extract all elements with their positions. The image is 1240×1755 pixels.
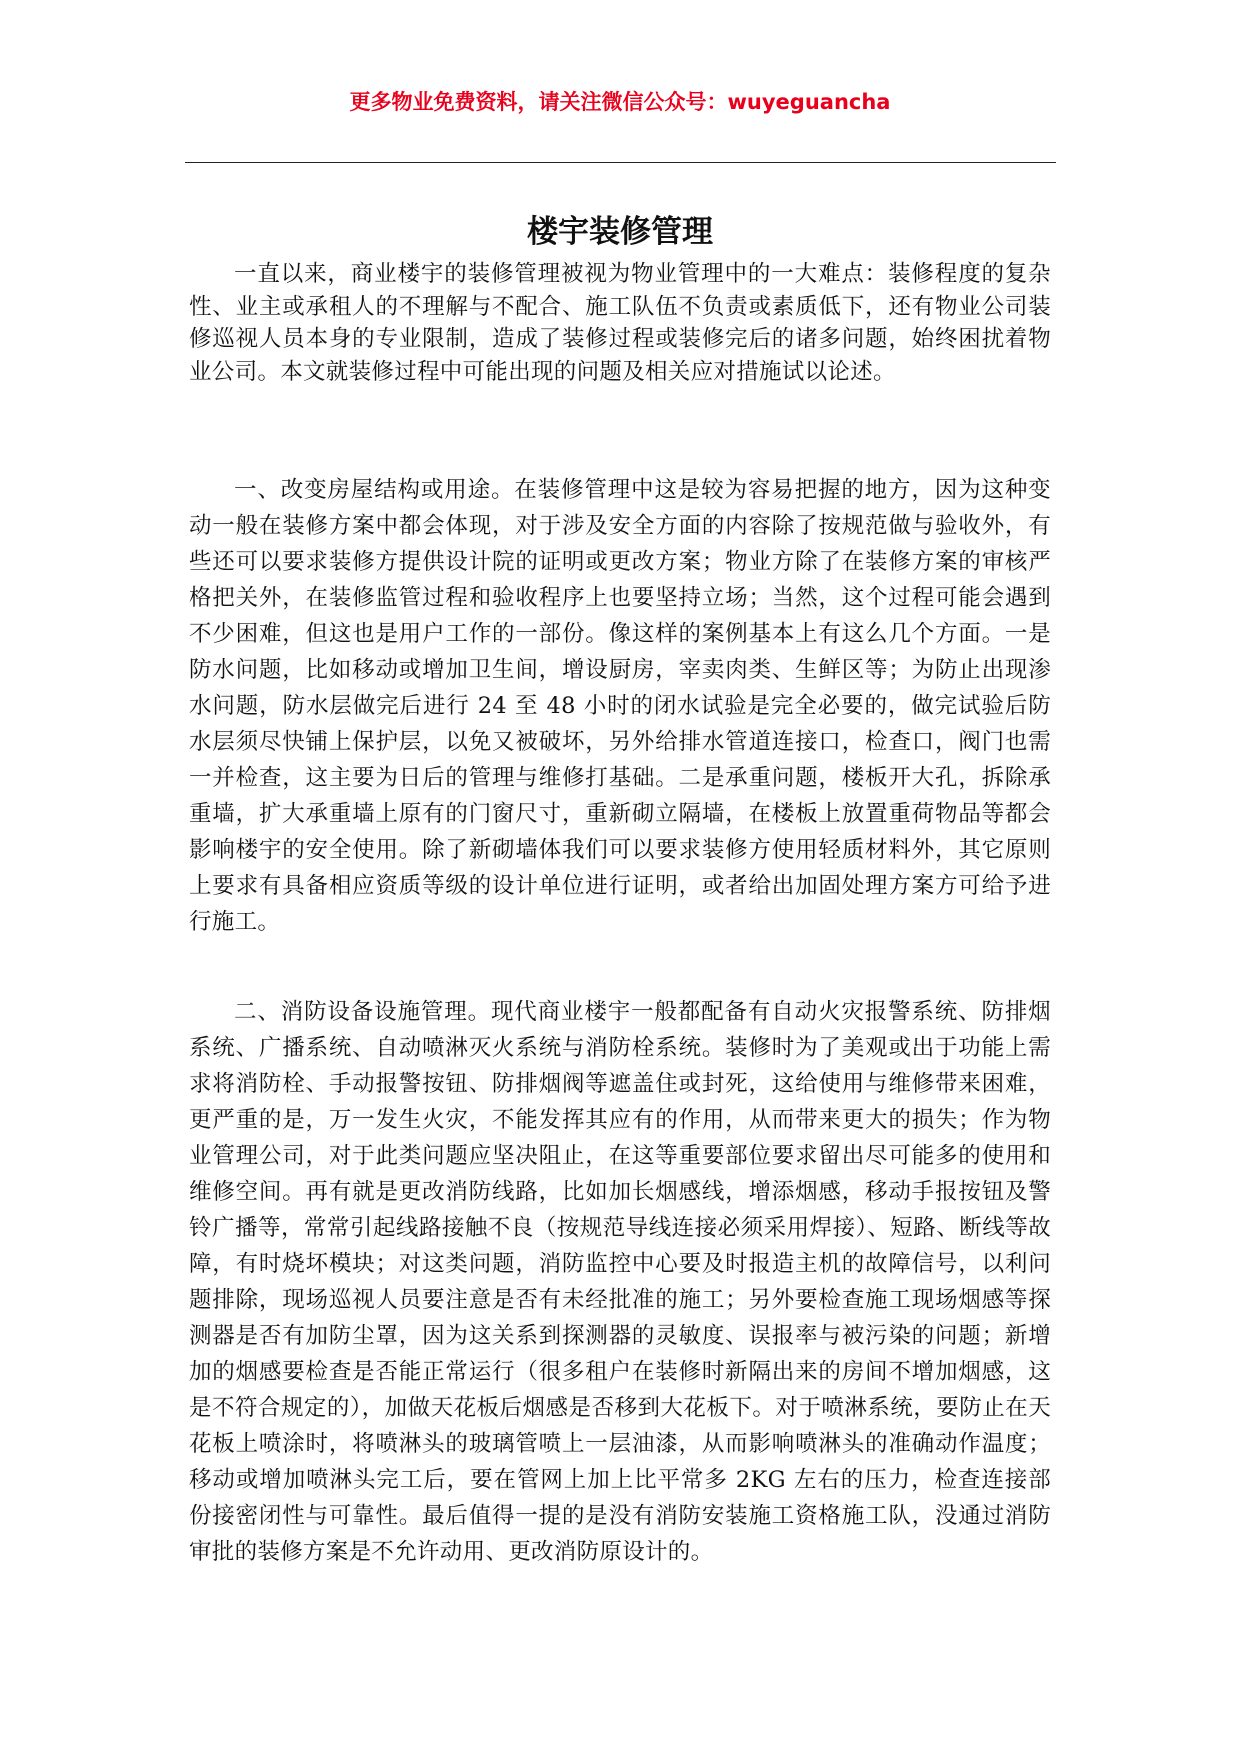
section-1-paragraph: 一、改变房屋结构或用途。在装修管理中这是较为容易把握的地方，因为这种变动一般在装修方案中都会体现，对于涉及安全方面的内容除了按规范做与验收外，有些还可以要求装修方提供设计院的证明或更改方案；物业方除了在装修方案的审核严格把关外，在装修监管过程和验收程序上也要坚持立场；当然，这个过程可能会遇到不少困难，但这也是用户工作的一部份。像这样的案例基本上有这么几个方面。一是防水问题，比如移动或增加卫生间，增设厨房，宰卖肉类、生鲜区等；为防止出现渗水问题，防水层做完后进行 24 至 48 小时的闭水试验是完全必要的，做完试验后防水层须尽快铺上保护层，以免又被破坏，另外给排水管道连接口，检查口，阀门也需一并检查，这主要为日后的管理与维修打基础。二是承重问题，楼板开大孔，拆除承重墙，扩大承重墙上原有的门窗尺寸，重新砌立隔墙，在楼板上放置重荷物品等都会影响楼宇的安全使用。除了新砌墙体我们可以要求装修方使用轻质材料外，其它原则上要求有具备相应资质等级的设计单位进行证明，或者给出加固处理方案方可给予进行施工。 [189, 477, 1051, 935]
document-title: 楼宇装修管理 [527, 214, 713, 250]
section-2-paragraph: 二、消防设备设施管理。现代商业楼宇一般都配备有自动火灾报警系统、防排烟系统、广播系统、自动喷淋灭火系统与消防栓系统。装修时为了美观或出于功能上需求将消防栓、手动报警按钮、防排烟阀等遮盖住或封死，这给使用与维修带来困难，更严重的是，万一发生火灾，不能发挥其应有的作用，从而带来更大的损失；作为物业管理公司，对于此类问题应坚决阻止，在这等重要部位要求留出尽可能多的使用和维修空间。再有就是更改消防线路，比如加长烟感线，增添烟感，移动手报按钮及警铃广播等，常常引起线路接触不良（按规范导线连接必须采用焊接）、短路、断线等故障，有时烧坏模块；对这类问题，消防监控中心要及时报造主机的故障信号，以利问题排除，现场巡视人员要注意是否有未经批准的施工；另外要检查施工现场烟感等探测器是否有加防尘罩，因为这关系到探测器的灵敏度、误报率与被污染的问题；新增加的烟感要检查是否能正常运行（很多租户在装修时新隔出来的房间不增加烟感，这是不符合规定的），加做天花板后烟感是否移到大花板下。对于喷淋系统，要防止在天花板上喷涂时，将喷淋头的玻璃管喷上一层油漆，从而影响喷淋头的准确动作温度；移动或增加喷淋头完工后，要在管网上加上比平常多 2KG 左右的压力，检查连接部份接密闭性与可靠性。最后值得一提的是没有消防安装施工资格施工队，没通过消防审批的装修方案是不允许动用、更改消防原设计的。 [189, 999, 1051, 1565]
header-divider [185, 162, 1056, 163]
intro-paragraph: 一直以来，商业楼宇的装修管理被视为物业管理中的一大难点：装修程度的复杂性、业主或承租人的不理解与不配合、施工队伍不负责或素质低下，还有物业公司装修巡视人员本身的专业限制，造成了装修过程或装修完后的诸多问题，始终困扰着物业公司。本文就装修过程中可能出现的问题及相关应对措施试以论述。 [189, 261, 1051, 385]
header-banner: 更多物业免费资料，请关注微信公众号：wuyeguancha [349, 90, 891, 114]
